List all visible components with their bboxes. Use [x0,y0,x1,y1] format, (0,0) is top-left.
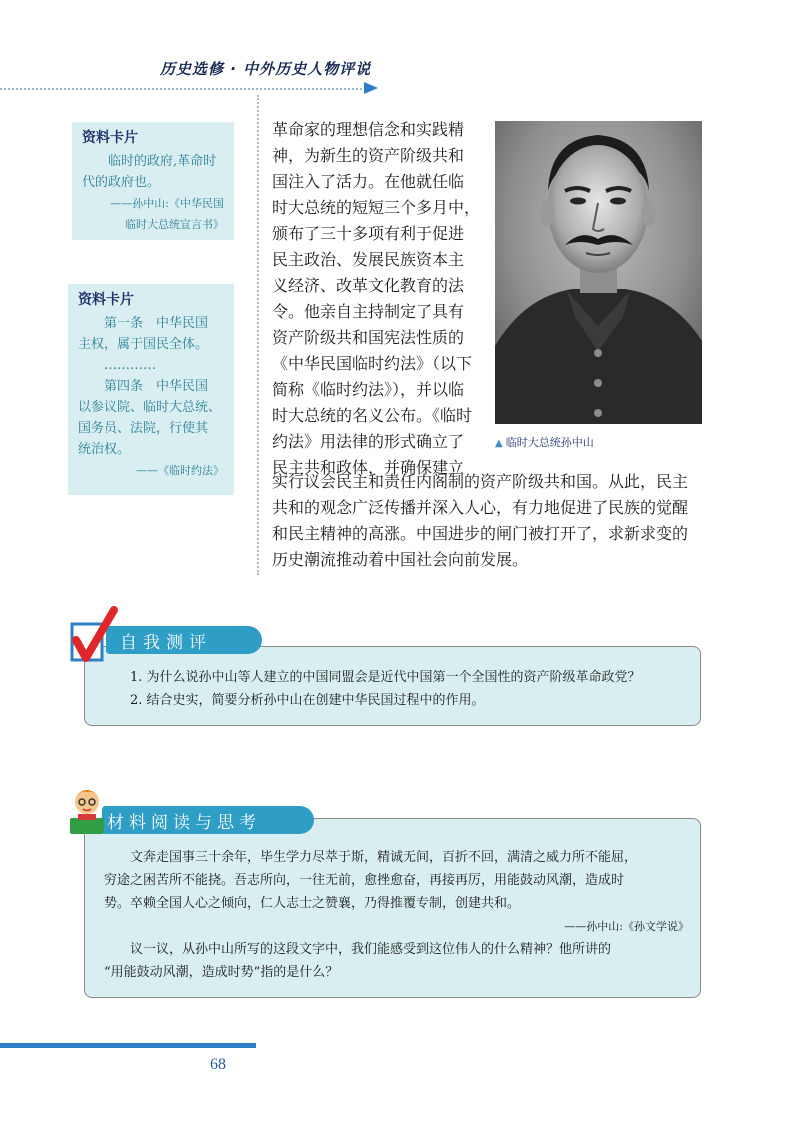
body-line: 时大总统的名义公布。《临时 [272,406,473,425]
info-card-2 [68,284,234,495]
body-line: 民主共和政体，并确保建立 [272,458,465,477]
card-title: 资料卡片 [82,130,138,146]
body-line: 实行议会民主和责任内阁制的资产阶级共和国。从此，民主 [272,472,689,491]
student-reading-icon [66,784,108,838]
self-eval-title: 自我测评 [120,633,212,653]
card-text: 第一条 中华民国 [104,316,209,331]
body-line: 时大总统的短短三个多月中， [272,198,481,217]
body-paragraph [272,117,480,481]
card-source: ——《临时约法》 [136,464,224,477]
body-line: 约法》用法律的形式确立了 [272,432,465,451]
body-line: 民主政治、发展民族资本主 [272,250,465,269]
body-line: 资产阶级共和国宪法性质的 [272,328,465,347]
portrait-illustration [495,121,702,424]
card-title: 资料卡片 [78,292,134,308]
portrait-photo [495,121,702,424]
photo-caption-text: 临时大总统孙中山 [505,436,594,449]
card-text: 以参议院、临时大总统、 [78,400,222,415]
body-line: 简称《临时约法》），并以临 [272,380,465,399]
photo-caption [495,434,594,450]
body-line: 令。他亲自主持制定了具有 [272,302,465,321]
body-line: 《中华民国临时约法》（以下 [272,354,473,373]
reading-title: 材料阅读与思考 [107,813,261,833]
quote-source: ——孙中山:《孙文学说》 [564,920,689,933]
body-paragraph-wide [272,469,717,573]
column-divider [257,95,259,575]
card-text: 代的政府也。 [82,175,161,190]
header-arrow-icon [364,82,378,94]
quote-line: 穷途之困苦所不能挠。吾志所向，一往无前，愈挫愈奋，再接再厉，用能鼓动风潮，造成时 [104,873,625,888]
card-source: 临时大总统宣言书》 [125,218,224,231]
header-dotted-line [0,88,370,90]
body-line: 和民主精神的高涨。中国进步的闸门被打开了，求新求变的 [272,524,689,543]
body-line: 革命家的理想信念和实践精 [272,120,465,139]
checkmark-icon [70,606,118,664]
card-text: 统治权。 [78,442,131,457]
body-line: 神，为新生的资产阶级共和 [272,146,465,165]
card-text: ………… [104,358,156,373]
card-text: 国务员、法院，行使其 [78,421,209,436]
question-line: “用能鼓动风潮，造成时势”指的是什么？ [104,965,339,980]
question-item: 2. 结合史实，简要分析孙中山在创建中华民国过程中的作用。 [130,693,485,708]
triangle-icon: ▲ [495,438,503,449]
body-line: 共和的观念广泛传播并深入人心，有力地促进了民族的觉醒 [272,498,689,517]
reading-content [104,846,689,984]
card-text: 临时的政府,革命时 [108,154,217,169]
card-source: ——孙中山:《中华民国 [110,197,224,210]
body-line: 颁布了三十多项有利于促进 [272,224,465,243]
self-eval-questions [130,666,641,712]
footer-bar [0,1043,256,1048]
card-text: 第四条 中华民国 [104,379,209,394]
quote-line: 文奔走国事三十余年，毕生学力尽萃于斯，精诚无间，百折不回，满清之威力所不能屈， [130,850,638,865]
question-line: 议一议，从孙中山所写的这段文字中，我们能感受到这位伟人的什么精神？他所讲的 [130,942,612,957]
question-item: 1. 为什么说孙中山等人建立的中国同盟会是近代中国第一个全国性的资产阶级革命政党？ [130,670,641,685]
body-line: 国注入了活力。在他就任临 [272,172,465,191]
info-card-1 [72,122,234,240]
body-line: 历史潮流推动着中国社会向前发展。 [272,550,529,569]
card-text: 主权，属于国民全体。 [78,337,209,352]
header-title: 历史选修 · 中外历史人物评说 [160,60,372,78]
body-line: 义经济、改革文化教育的法 [272,276,465,295]
page-number: 68 [210,1056,226,1073]
quote-line: 势。卒赖全国人心之倾向，仁人志士之赞襄，乃得推覆专制，创建共和。 [104,896,521,911]
